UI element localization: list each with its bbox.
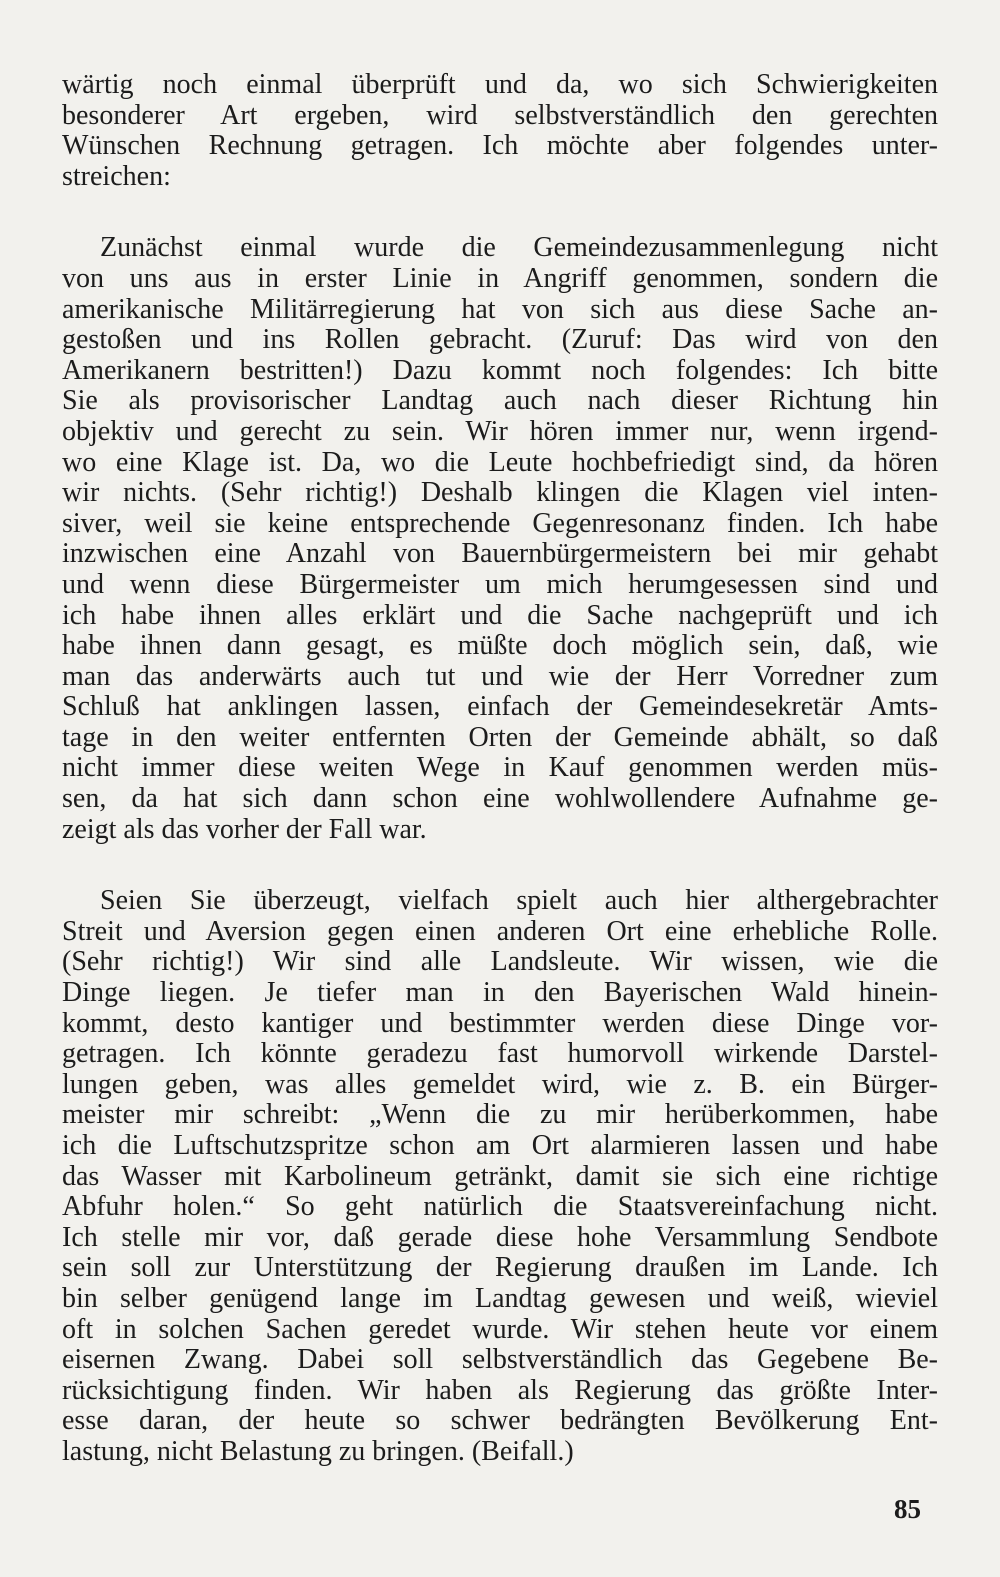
- text-line: Seien Sie überzeugt, vielfach spielt auch hier althergebrachter: [100, 885, 938, 917]
- text-line: lungen geben, was alles gemeldet wird, wie z. B. ein Bürger-: [62, 1068, 938, 1100]
- text-line: man das anderwärts auch tut und wie der Herr Vorredner zum: [62, 660, 938, 692]
- text-line: oft in solchen Sachen geredet wurde. Wir stehen heute vor einem: [62, 1313, 938, 1345]
- paragraph-2: [62, 233, 938, 845]
- text-line: von uns aus in erster Linie in Angriff genommen, sondern die: [62, 262, 938, 294]
- text-line: (Sehr richtig!) Wir sind alle Landsleute. Wir wissen, wie die: [62, 946, 938, 978]
- page-number: 85: [894, 1494, 921, 1524]
- paragraph-1: [62, 70, 938, 192]
- text-line: Dinge liegen. Je tiefer man in den Bayerischen Wald hinein-: [62, 977, 938, 1009]
- text-line: habe ihnen dann gesagt, es müßte doch möglich sein, daß, wie: [62, 630, 938, 662]
- text-line: kommt, desto kantiger und bestimmter werden diese Dinge vor-: [62, 1007, 938, 1039]
- text-line: amerikanische Militärregierung hat von sich aus diese Sache an-: [62, 293, 938, 325]
- text-line: rücksichtigung finden. Wir haben als Regierung das größte Inter-: [62, 1374, 938, 1406]
- text-line: wir nichts. (Sehr richtig!) Deshalb klingen die Klagen viel inten-: [62, 477, 938, 509]
- text-line: Abfuhr holen.“ So geht natürlich die Staatsvereinfachung nicht.: [62, 1191, 938, 1223]
- text-line: tage in den weiter entfernten Orten der Gemeinde abhält, so daß: [62, 721, 938, 753]
- text-line: siver, weil sie keine entsprechende Gegenresonanz finden. Ich habe: [62, 507, 938, 539]
- text-line: ich habe ihnen alles erklärt und die Sache nachgeprüft und ich: [62, 599, 938, 631]
- text-line: sein soll zur Unterstützung der Regierung draußen im Lande. Ich: [62, 1252, 938, 1284]
- text-line: sen, da hat sich dann schon eine wohlwollendere Aufnahme ge-: [62, 783, 938, 815]
- text-line: inzwischen eine Anzahl von Bauernbürgermeistern bei mir gehabt: [62, 538, 938, 570]
- text-line: ich die Luftschutzspritze schon am Ort alarmieren lassen und habe: [62, 1130, 938, 1161]
- text-line: wo eine Klage ist. Da, wo die Leute hochbefriedigt sind, da hören: [62, 446, 938, 478]
- text-line: Ich stelle mir vor, daß gerade diese hohe Versammlung Sendbote: [62, 1221, 938, 1253]
- body-text: [62, 70, 938, 1468]
- text-line: bin selber genügend lange im Landtag gewesen und weiß, wieviel: [62, 1282, 938, 1314]
- text-line: Streit und Aversion gegen einen anderen Ort eine erhebliche Rolle.: [62, 915, 938, 947]
- text-line: und wenn diese Bürgermeister um mich herumgesessen sind und: [62, 568, 938, 600]
- text-line: streichen:: [62, 160, 171, 192]
- text-line: meister mir schreibt: „Wenn die zu mir herüberkommen, habe: [62, 1099, 938, 1131]
- text-line: lastung, nicht Belastung zu bringen. (Beifall.): [62, 1435, 574, 1467]
- text-line: gestoßen und ins Rollen gebracht. (Zuruf: Das wird von den: [62, 324, 938, 356]
- text-line: wärtig noch einmal überprüft und da, wo sich Schwierigkeiten: [62, 69, 938, 100]
- text-line: Wünschen Rechnung getragen. Ich möchte aber folgendes unter-: [62, 130, 938, 162]
- paragraph-gap: [62, 192, 938, 233]
- text-line: objektiv und gerecht zu sein. Wir hören immer nur, wenn irgend-: [62, 415, 938, 447]
- text-line: Zunächst einmal wurde die Gemeindezusammenlegung nicht: [100, 232, 938, 264]
- text-line: Amerikanern bestritten!) Dazu kommt noch folgendes: Ich bitte: [62, 354, 938, 386]
- paragraph-gap: [62, 845, 938, 886]
- text-line: zeigt als das vorher der Fall war.: [62, 813, 427, 845]
- text-line: Schluß hat anklingen lassen, einfach der Gemeindesekretär Amts-: [62, 691, 938, 723]
- text-line: esse daran, der heute so schwer bedrängten Bevölkerung Ent-: [62, 1405, 938, 1437]
- paragraph-3: [62, 886, 938, 1467]
- text-line: das Wasser mit Karbolineum getränkt, damit sie sich eine richtige: [62, 1160, 938, 1192]
- text-line: nicht immer diese weiten Wege in Kauf genommen werden müs-: [62, 752, 938, 784]
- text-line: eisernen Zwang. Dabei soll selbstverständlich das Gegebene Be-: [62, 1344, 938, 1376]
- text-line: besonderer Art ergeben, wird selbstverständlich den gerechten: [62, 99, 938, 131]
- text-line: getragen. Ich könnte geradezu fast humorvoll wirkende Darstel-: [62, 1038, 938, 1070]
- text-line: Sie als provisorischer Landtag auch nach dieser Richtung hin: [62, 385, 938, 417]
